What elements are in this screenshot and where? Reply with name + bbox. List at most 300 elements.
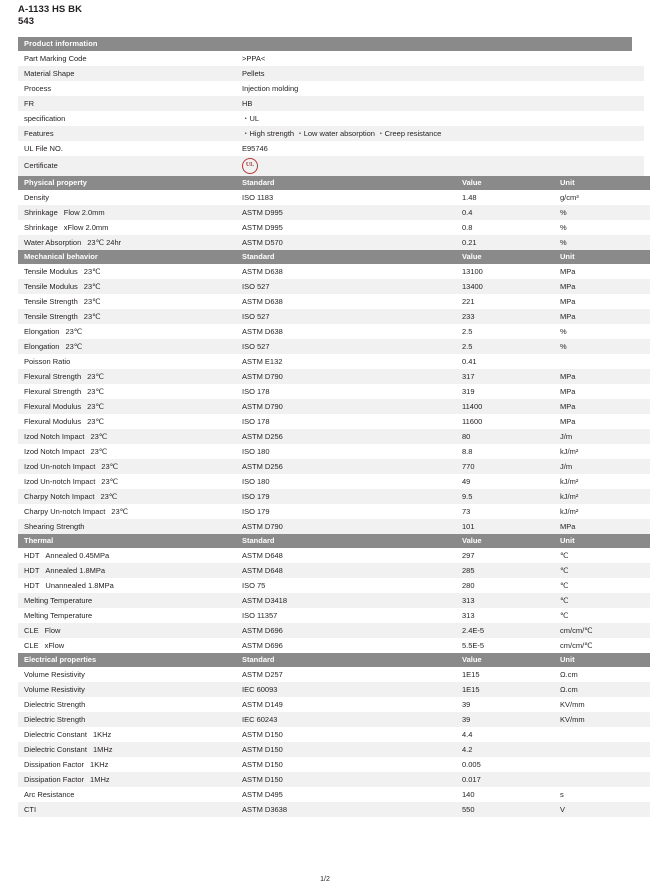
column-header-value: Value (456, 176, 554, 190)
table-row (18, 294, 650, 309)
property-label: CLE (24, 626, 39, 635)
unit-value: J/m (554, 429, 650, 444)
info-label: FR (18, 96, 236, 111)
info-label: specification (18, 111, 236, 126)
table-row (18, 205, 650, 220)
table-header-row (18, 250, 650, 264)
column-header-unit: Unit (554, 534, 650, 548)
property-label: CLE (24, 641, 39, 650)
property-label: Elongation (24, 327, 60, 336)
standard-value: ASTM D790 (236, 399, 456, 414)
column-header-standard: Standard (236, 250, 456, 264)
table-row (18, 81, 644, 96)
unit-value (554, 757, 650, 772)
unit-value: s (554, 787, 650, 802)
unit-value: MPa (554, 309, 650, 324)
table-row (18, 697, 650, 712)
standard-value: ASTM D648 (236, 563, 456, 578)
property-name (18, 593, 236, 608)
unit-value: MPa (554, 414, 650, 429)
property-label: Poisson Ratio (24, 357, 71, 366)
property-label: Dielectric Constant (24, 745, 87, 754)
property-label: Tensile Strength (24, 312, 78, 321)
table-row (18, 712, 650, 727)
unit-value: g/cm³ (554, 190, 650, 205)
unit-value (554, 772, 650, 787)
unit-value: KV/mm (554, 712, 650, 727)
column-header-unit: Unit (554, 653, 650, 667)
unit-value: % (554, 220, 650, 235)
unit-value (554, 727, 650, 742)
measured-value: 4.4 (456, 727, 554, 742)
property-condition: 23℃ (87, 417, 104, 426)
table-row (18, 757, 650, 772)
table-row (18, 787, 650, 802)
property-label: Izod Un-notch Impact (24, 477, 96, 486)
standard-value: ASTM D150 (236, 742, 456, 757)
table-header-row (18, 176, 650, 190)
property-condition: 23℃ (90, 447, 108, 456)
property-label: Izod Un-notch Impact (24, 462, 96, 471)
info-label: Process (18, 81, 236, 96)
info-value: HB (236, 96, 644, 111)
table-row (18, 459, 650, 474)
measured-value: 2.5 (456, 324, 554, 339)
property-label: Melting Temperature (24, 611, 93, 620)
property-name (18, 489, 236, 504)
property-label: Tensile Strength (24, 297, 78, 306)
standard-value: ISO 178 (236, 384, 456, 399)
measured-value: 2.4E-5 (456, 623, 554, 638)
property-name (18, 235, 236, 250)
property-name (18, 429, 236, 444)
measured-value: 49 (456, 474, 554, 489)
standard-value: ASTM D648 (236, 548, 456, 563)
table-row (18, 264, 650, 279)
measured-value: 1E15 (456, 682, 554, 697)
unit-value: % (554, 339, 650, 354)
property-name (18, 757, 236, 772)
property-name (18, 623, 236, 638)
standard-value: ASTM D638 (236, 324, 456, 339)
table-row (18, 593, 650, 608)
property-label: Charpy Notch Impact (24, 492, 95, 501)
standard-value: ASTM D790 (236, 369, 456, 384)
property-name (18, 504, 236, 519)
property-name (18, 279, 236, 294)
property-label: Izod Notch Impact (24, 432, 85, 441)
table-row (18, 623, 650, 638)
standard-value: ISO 527 (236, 279, 456, 294)
table-row (18, 742, 650, 757)
property-name (18, 697, 236, 712)
property-table (18, 250, 650, 534)
unit-value: % (554, 235, 650, 250)
table-row (18, 279, 650, 294)
property-label: Flexural Strength (24, 372, 82, 381)
property-tables (18, 176, 632, 817)
property-label: Izod Notch Impact (24, 447, 85, 456)
standard-value: ASTM D696 (236, 623, 456, 638)
property-label: Elongation (24, 342, 60, 351)
measured-value: 0.41 (456, 354, 554, 369)
table-row (18, 220, 650, 235)
unit-value: Ω.cm (554, 667, 650, 682)
property-label: Water Absorption (24, 238, 82, 247)
unit-value (554, 354, 650, 369)
info-value: Injection molding (236, 81, 644, 96)
standard-value: ASTM D256 (236, 429, 456, 444)
table-row (18, 667, 650, 682)
measured-value: 319 (456, 384, 554, 399)
property-label: Density (24, 193, 50, 202)
table-row (18, 563, 650, 578)
measured-value: 0.005 (456, 757, 554, 772)
property-label: Tensile Modulus (24, 267, 78, 276)
unit-value: V (554, 802, 650, 817)
table-row (18, 474, 650, 489)
column-header-value: Value (456, 534, 554, 548)
table-row (18, 578, 650, 593)
table-row (18, 324, 650, 339)
property-condition: 23℃ (101, 462, 119, 471)
table-row (18, 156, 644, 176)
property-name (18, 802, 236, 817)
property-table (18, 176, 650, 250)
ul-certificate-icon (242, 158, 258, 174)
table-row (18, 111, 644, 126)
info-value: >PPA< (236, 51, 644, 66)
property-label: Charpy Un-notch Impact (24, 507, 106, 516)
property-name (18, 727, 236, 742)
property-name (18, 339, 236, 354)
property-name (18, 787, 236, 802)
property-label: Tensile Modulus (24, 282, 78, 291)
property-condition: 23℃ (101, 477, 119, 486)
table-row (18, 429, 650, 444)
info-value: E95746 (236, 141, 644, 156)
table-row (18, 235, 650, 250)
standard-value: ASTM D638 (236, 264, 456, 279)
property-condition: 23℃ (83, 312, 101, 321)
measured-value: 0.8 (456, 220, 554, 235)
measured-value: 313 (456, 593, 554, 608)
table-row (18, 339, 650, 354)
property-name (18, 190, 236, 205)
standard-value: ISO 180 (236, 474, 456, 489)
property-condition: Flow 2.0mm (63, 208, 105, 217)
measured-value: 80 (456, 429, 554, 444)
property-label: Shearing Strength (24, 522, 85, 531)
property-label: HDT (24, 551, 40, 560)
column-header-property: Electrical properties (18, 653, 236, 667)
unit-value: ℃ (554, 578, 650, 593)
standard-value: ISO 179 (236, 504, 456, 519)
info-label: UL File NO. (18, 141, 236, 156)
property-condition: 23℃ (83, 282, 101, 291)
table-row (18, 608, 650, 623)
property-condition: 23℃ (65, 327, 83, 336)
property-condition: 1KHz (90, 760, 109, 769)
measured-value: 13400 (456, 279, 554, 294)
standard-value: ASTM D995 (236, 220, 456, 235)
property-label: Dielectric Strength (24, 715, 86, 724)
measured-value: 550 (456, 802, 554, 817)
table-row (18, 96, 644, 111)
property-label: Flexural Strength (24, 387, 82, 396)
property-condition: Annealed 0.45MPa (45, 551, 110, 560)
table-row (18, 399, 650, 414)
property-condition: 23℃ 24hr (87, 238, 122, 247)
property-label: Melting Temperature (24, 596, 93, 605)
table-row (18, 354, 650, 369)
column-header-standard: Standard (236, 176, 456, 190)
page-footer: 1/2 (320, 876, 330, 883)
product-information-table (18, 51, 644, 176)
property-label: Flexural Modulus (24, 402, 82, 411)
column-header-property: Physical property (18, 176, 236, 190)
measured-value: 2.5 (456, 339, 554, 354)
column-header-property: Thermal (18, 534, 236, 548)
property-name (18, 294, 236, 309)
property-condition: 1MHz (90, 775, 110, 784)
property-name (18, 220, 236, 235)
table-header-row (18, 534, 650, 548)
standard-value: ASTM D150 (236, 727, 456, 742)
measured-value: 0.4 (456, 205, 554, 220)
property-label: Dielectric Constant (24, 730, 87, 739)
info-label: Part Marking Code (18, 51, 236, 66)
standard-value: ASTM D3638 (236, 802, 456, 817)
info-value: ・UL (236, 111, 644, 126)
column-header-value: Value (456, 250, 554, 264)
unit-value: Ω.cm (554, 682, 650, 697)
property-name (18, 772, 236, 787)
table-row (18, 444, 650, 459)
info-label: Material Shape (18, 66, 236, 81)
measured-value: 1E15 (456, 667, 554, 682)
standard-value: ASTM D790 (236, 519, 456, 534)
property-name (18, 638, 236, 653)
unit-value: cm/cm/℃ (554, 623, 650, 638)
table-row (18, 548, 650, 563)
standard-value: ASTM D3418 (236, 593, 456, 608)
column-header-property: Mechanical behavior (18, 250, 236, 264)
property-condition: 23℃ (87, 402, 104, 411)
measured-value: 101 (456, 519, 554, 534)
standard-value: ISO 179 (236, 489, 456, 504)
measured-value: 11600 (456, 414, 554, 429)
property-name (18, 324, 236, 339)
standard-value: ASTM D149 (236, 697, 456, 712)
standard-value: ISO 1183 (236, 190, 456, 205)
table-row (18, 414, 650, 429)
table-row (18, 772, 650, 787)
property-name (18, 369, 236, 384)
standard-value: ISO 75 (236, 578, 456, 593)
measured-value: 221 (456, 294, 554, 309)
table-row (18, 638, 650, 653)
measured-value: 11400 (456, 399, 554, 414)
property-condition: 23℃ (111, 507, 129, 516)
standard-value: ISO 180 (236, 444, 456, 459)
info-value: ・High strength ・Low water absorption ・Creep resistance (236, 126, 644, 141)
standard-value: ASTM D495 (236, 787, 456, 802)
table-header-row (18, 653, 650, 667)
property-name (18, 519, 236, 534)
standard-value: ISO 527 (236, 339, 456, 354)
measured-value: 313 (456, 608, 554, 623)
property-condition: Flow (44, 626, 61, 635)
property-condition: xFlow (44, 641, 65, 650)
table-row (18, 126, 644, 141)
product-name-line1: A-1133 HS BK (18, 4, 83, 15)
measured-value: 1.48 (456, 190, 554, 205)
property-condition: 23℃ (87, 387, 104, 396)
property-condition: 1MHz (92, 745, 113, 754)
table-row (18, 682, 650, 697)
unit-value: ℃ (554, 608, 650, 623)
info-value (236, 156, 644, 176)
product-name-line2: 543 (18, 15, 35, 27)
measured-value: 9.5 (456, 489, 554, 504)
unit-value: % (554, 324, 650, 339)
unit-value (554, 742, 650, 757)
property-label: Shrinkage (24, 208, 58, 217)
measured-value: 317 (456, 369, 554, 384)
column-header-value: Value (456, 653, 554, 667)
property-label: Volume Resistivity (24, 670, 85, 679)
property-table (18, 534, 650, 653)
property-name (18, 474, 236, 489)
unit-value: kJ/m² (554, 489, 650, 504)
property-condition: 23℃ (100, 492, 118, 501)
property-label: Arc Resistance (24, 790, 75, 799)
unit-value: ℃ (554, 593, 650, 608)
table-row (18, 802, 650, 817)
unit-value: kJ/m² (554, 474, 650, 489)
property-label: CTI (24, 805, 37, 814)
property-name (18, 309, 236, 324)
measured-value: 140 (456, 787, 554, 802)
property-table (18, 653, 650, 817)
info-label: Certificate (18, 156, 236, 176)
table-row (18, 141, 644, 156)
table-row (18, 489, 650, 504)
standard-value: ASTM D257 (236, 667, 456, 682)
property-name (18, 444, 236, 459)
measured-value: 280 (456, 578, 554, 593)
standard-value: ASTM D256 (236, 459, 456, 474)
column-header-unit: Unit (554, 250, 650, 264)
measured-value: 73 (456, 504, 554, 519)
section-header-product-information: Product information (18, 37, 632, 51)
measured-value: 297 (456, 548, 554, 563)
info-value: Pellets (236, 66, 644, 81)
property-condition: 1KHz (92, 730, 112, 739)
property-label: Volume Resistivity (24, 685, 85, 694)
table-row (18, 66, 644, 81)
property-name (18, 548, 236, 563)
standard-value: ASTM E132 (236, 354, 456, 369)
standard-value: ASTM D150 (236, 772, 456, 787)
property-name (18, 459, 236, 474)
standard-value: ISO 11357 (236, 608, 456, 623)
property-name (18, 414, 236, 429)
property-label: Shrinkage (24, 223, 58, 232)
table-row (18, 519, 650, 534)
measured-value: 0.017 (456, 772, 554, 787)
property-label: Dissipation Factor (24, 760, 85, 769)
unit-value: MPa (554, 519, 650, 534)
table-row (18, 384, 650, 399)
column-header-standard: Standard (236, 534, 456, 548)
unit-value: KV/mm (554, 697, 650, 712)
unit-value: ℃ (554, 563, 650, 578)
property-name (18, 682, 236, 697)
page-title (18, 0, 632, 27)
property-name (18, 742, 236, 757)
measured-value: 39 (456, 712, 554, 727)
unit-value: MPa (554, 384, 650, 399)
standard-value: ISO 178 (236, 414, 456, 429)
measured-value: 233 (456, 309, 554, 324)
property-name (18, 667, 236, 682)
property-condition: 23℃ (65, 342, 83, 351)
unit-value: MPa (554, 279, 650, 294)
info-label: Features (18, 126, 236, 141)
unit-value: kJ/m² (554, 444, 650, 459)
measured-value: 8.8 (456, 444, 554, 459)
standard-value: IEC 60243 (236, 712, 456, 727)
column-header-standard: Standard (236, 653, 456, 667)
property-name (18, 578, 236, 593)
property-name (18, 399, 236, 414)
measured-value: 13100 (456, 264, 554, 279)
unit-value: kJ/m² (554, 504, 650, 519)
unit-value: % (554, 205, 650, 220)
unit-value: J/m (554, 459, 650, 474)
standard-value: ASTM D570 (236, 235, 456, 250)
unit-value: ℃ (554, 548, 650, 563)
standard-value: ASTM D995 (236, 205, 456, 220)
table-row (18, 51, 644, 66)
property-label: Flexural Modulus (24, 417, 82, 426)
property-condition: Unannealed 1.8MPa (45, 581, 114, 590)
property-label: HDT (24, 566, 40, 575)
standard-value: ASTM D638 (236, 294, 456, 309)
measured-value: 770 (456, 459, 554, 474)
property-name (18, 563, 236, 578)
property-name (18, 608, 236, 623)
unit-value: MPa (554, 399, 650, 414)
table-row (18, 309, 650, 324)
table-row (18, 190, 650, 205)
standard-value: ASTM D150 (236, 757, 456, 772)
property-name (18, 354, 236, 369)
table-row (18, 369, 650, 384)
standard-value: IEC 60093 (236, 682, 456, 697)
property-condition: Annealed 1.8MPa (45, 566, 106, 575)
property-condition: xFlow 2.0mm (63, 223, 109, 232)
standard-value: ISO 527 (236, 309, 456, 324)
property-label: HDT (24, 581, 40, 590)
property-name (18, 264, 236, 279)
measured-value: 4.2 (456, 742, 554, 757)
property-label: Dielectric Strength (24, 700, 86, 709)
property-label: Dissipation Factor (24, 775, 85, 784)
property-condition: 23℃ (83, 267, 101, 276)
